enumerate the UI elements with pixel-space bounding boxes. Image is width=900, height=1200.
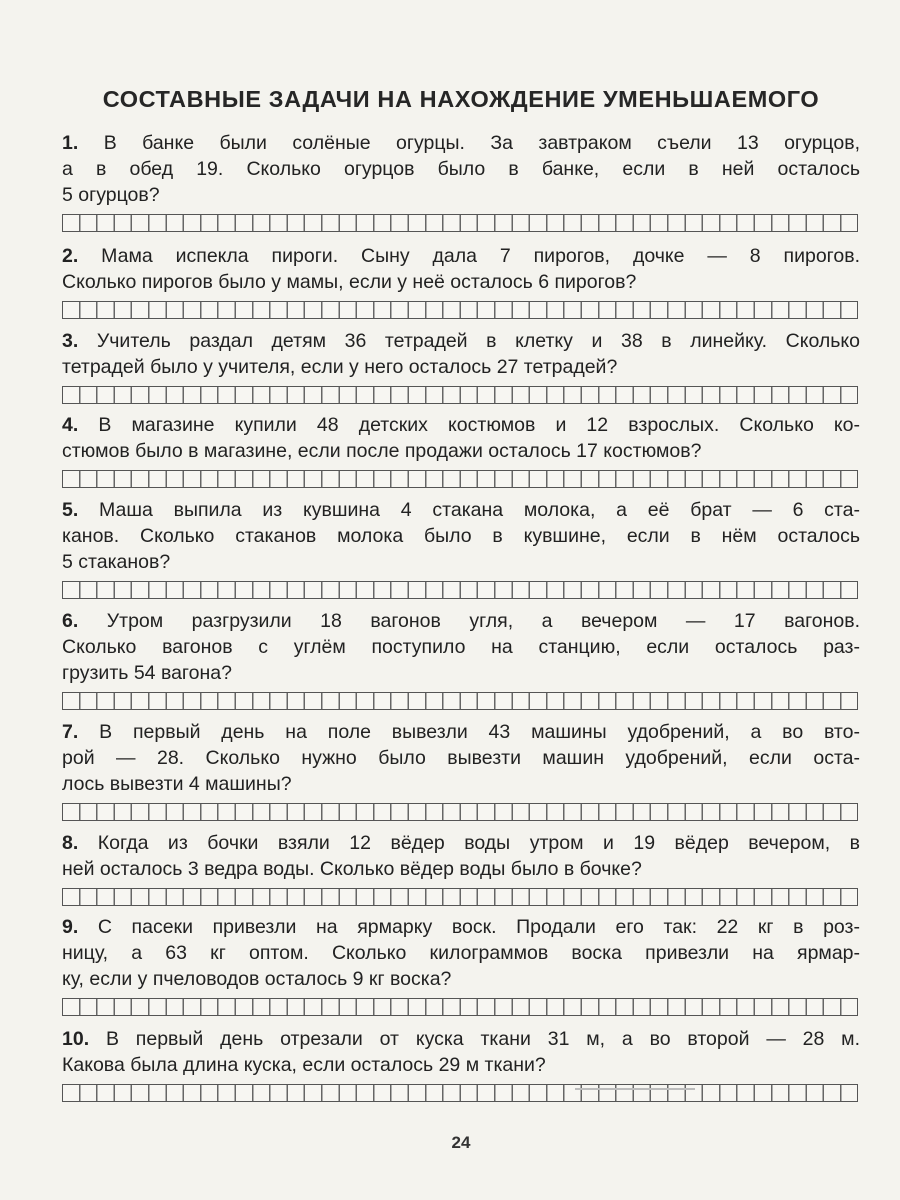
problem-10 (62, 1026, 860, 1102)
problem-text-line (62, 549, 860, 575)
answer-grid[interactable] (62, 386, 858, 404)
problem-9 (62, 914, 860, 1016)
problem-number: 4. (62, 414, 79, 436)
problem-text: канов. Сколько стаканов молока было в кувшине, если в нём осталось (62, 525, 860, 547)
problem-text: ней осталось 3 ведра воды. Сколько вёдер воды было в бочке? (62, 858, 642, 880)
problem-text: грузить 54 вагона? (62, 662, 232, 684)
answer-grid[interactable] (62, 1084, 858, 1102)
problem-3 (62, 328, 860, 404)
problem-text: а в обед 19. Сколько огурцов было в банке, если в ней осталось (62, 158, 860, 180)
problem-text-line (62, 1026, 860, 1052)
problem-number: 10. (62, 1028, 90, 1050)
problem-text: ницу, а 63 кг оптом. Сколько килограммов воска привезли на ярмар- (62, 942, 860, 964)
problem-text: 5 огурцов? (62, 184, 160, 206)
problem-text-line (62, 1052, 860, 1078)
problem-text-line (62, 156, 860, 182)
problem-text: В банке были солёные огурцы. За завтраком съели 13 огурцов, (103, 132, 860, 154)
problem-text: Утром разгрузили 18 вагонов угля, а вечером — 17 вагонов. (106, 610, 860, 632)
problem-text: стюмов было в магазине, если после продажи осталось 17 костюмов? (62, 440, 702, 462)
problem-number: 6. (62, 610, 79, 632)
problem-text: лось вывезти 4 машины? (62, 773, 292, 795)
answer-grid[interactable] (62, 692, 858, 710)
problem-2 (62, 243, 860, 319)
problem-text: 5 стаканов? (62, 551, 171, 573)
problem-text-line (62, 745, 860, 771)
problem-text: тетрадей было у учителя, если у него осталось 27 тетрадей? (62, 356, 618, 378)
answer-grid[interactable] (62, 888, 858, 906)
problem-text: Учитель раздал детям 36 тетрадей в клетку и 38 в линейку. Сколько (96, 330, 860, 352)
problem-number: 1. (62, 132, 79, 154)
problem-text-line (62, 243, 860, 269)
problem-text-line (62, 608, 860, 634)
problem-text-line (62, 914, 860, 940)
problem-text-line (62, 269, 860, 295)
problem-number: 3. (62, 330, 79, 352)
problem-number: 8. (62, 832, 79, 854)
problem-text-line (62, 182, 860, 208)
problem-text: Маша выпила из кувшина 4 стакана молока, а её брат — 6 ста- (99, 499, 860, 521)
problem-7 (62, 719, 860, 821)
problem-text: В первый день отрезали от куска ткани 31 м, а во второй — 28 м. (105, 1028, 860, 1050)
answer-grid[interactable] (62, 803, 858, 821)
problem-text-line (62, 438, 860, 464)
problem-text-line (62, 497, 860, 523)
problem-text: Какова была длина куска, если осталось 29 м ткани? (62, 1054, 546, 1076)
problem-text-line (62, 634, 860, 660)
problem-number: 7. (62, 721, 79, 743)
answer-grid[interactable] (62, 581, 858, 599)
problem-text-line (62, 830, 860, 856)
problem-5 (62, 497, 860, 599)
problem-text: Сколько пирогов было у мамы, если у неё осталось 6 пирогов? (62, 271, 637, 293)
problem-6 (62, 608, 860, 710)
problem-number: 9. (62, 916, 79, 938)
problem-text: Когда из бочки взяли 12 вёдер воды утром и 19 вёдер вечером, в (97, 832, 860, 854)
answer-grid[interactable] (62, 470, 858, 488)
problem-text-line (62, 354, 860, 380)
problem-text: Сколько вагонов с углём поступило на станцию, если осталось раз- (62, 636, 860, 658)
problem-1 (62, 130, 860, 232)
problem-text: В магазине купили 48 детских костюмов и 12 взрослых. Сколько ко- (98, 414, 860, 436)
problem-number: 5. (62, 499, 79, 521)
answer-grid[interactable] (62, 998, 858, 1016)
problem-8 (62, 830, 860, 906)
problem-text: В первый день на поле вывезли 43 машины удобрений, а во вто- (99, 721, 860, 743)
problem-number: 2. (62, 245, 79, 267)
problem-text-line (62, 523, 860, 549)
problem-text-line (62, 856, 860, 882)
problem-text-line (62, 966, 860, 992)
page-number: 24 (451, 1133, 471, 1152)
problem-text-line (62, 412, 860, 438)
problem-text-line (62, 719, 860, 745)
problem-text-line (62, 130, 860, 156)
problem-4 (62, 412, 860, 488)
problem-text: ку, если у пчеловодов осталось 9 кг воска? (62, 968, 452, 990)
problem-text-line (62, 660, 860, 686)
answer-grid[interactable] (62, 214, 858, 232)
decorative-line (575, 1088, 695, 1090)
problem-text-line (62, 940, 860, 966)
problem-text-line (62, 328, 860, 354)
problem-text: рой — 28. Сколько нужно было вывезти машин удобрений, если оста- (62, 747, 860, 769)
problem-text: С пасеки привезли на ярмарку воск. Продали его так: 22 кг в роз- (97, 916, 860, 938)
problem-text: Мама испекла пироги. Сыну дала 7 пирогов, дочке — 8 пирогов. (101, 245, 860, 267)
problem-text-line (62, 771, 860, 797)
answer-grid[interactable] (62, 301, 858, 319)
page-title: СОСТАВНЫЕ ЗАДАЧИ НА НАХОЖДЕНИЕ УМЕНЬШАЕМОГО (102, 86, 820, 112)
